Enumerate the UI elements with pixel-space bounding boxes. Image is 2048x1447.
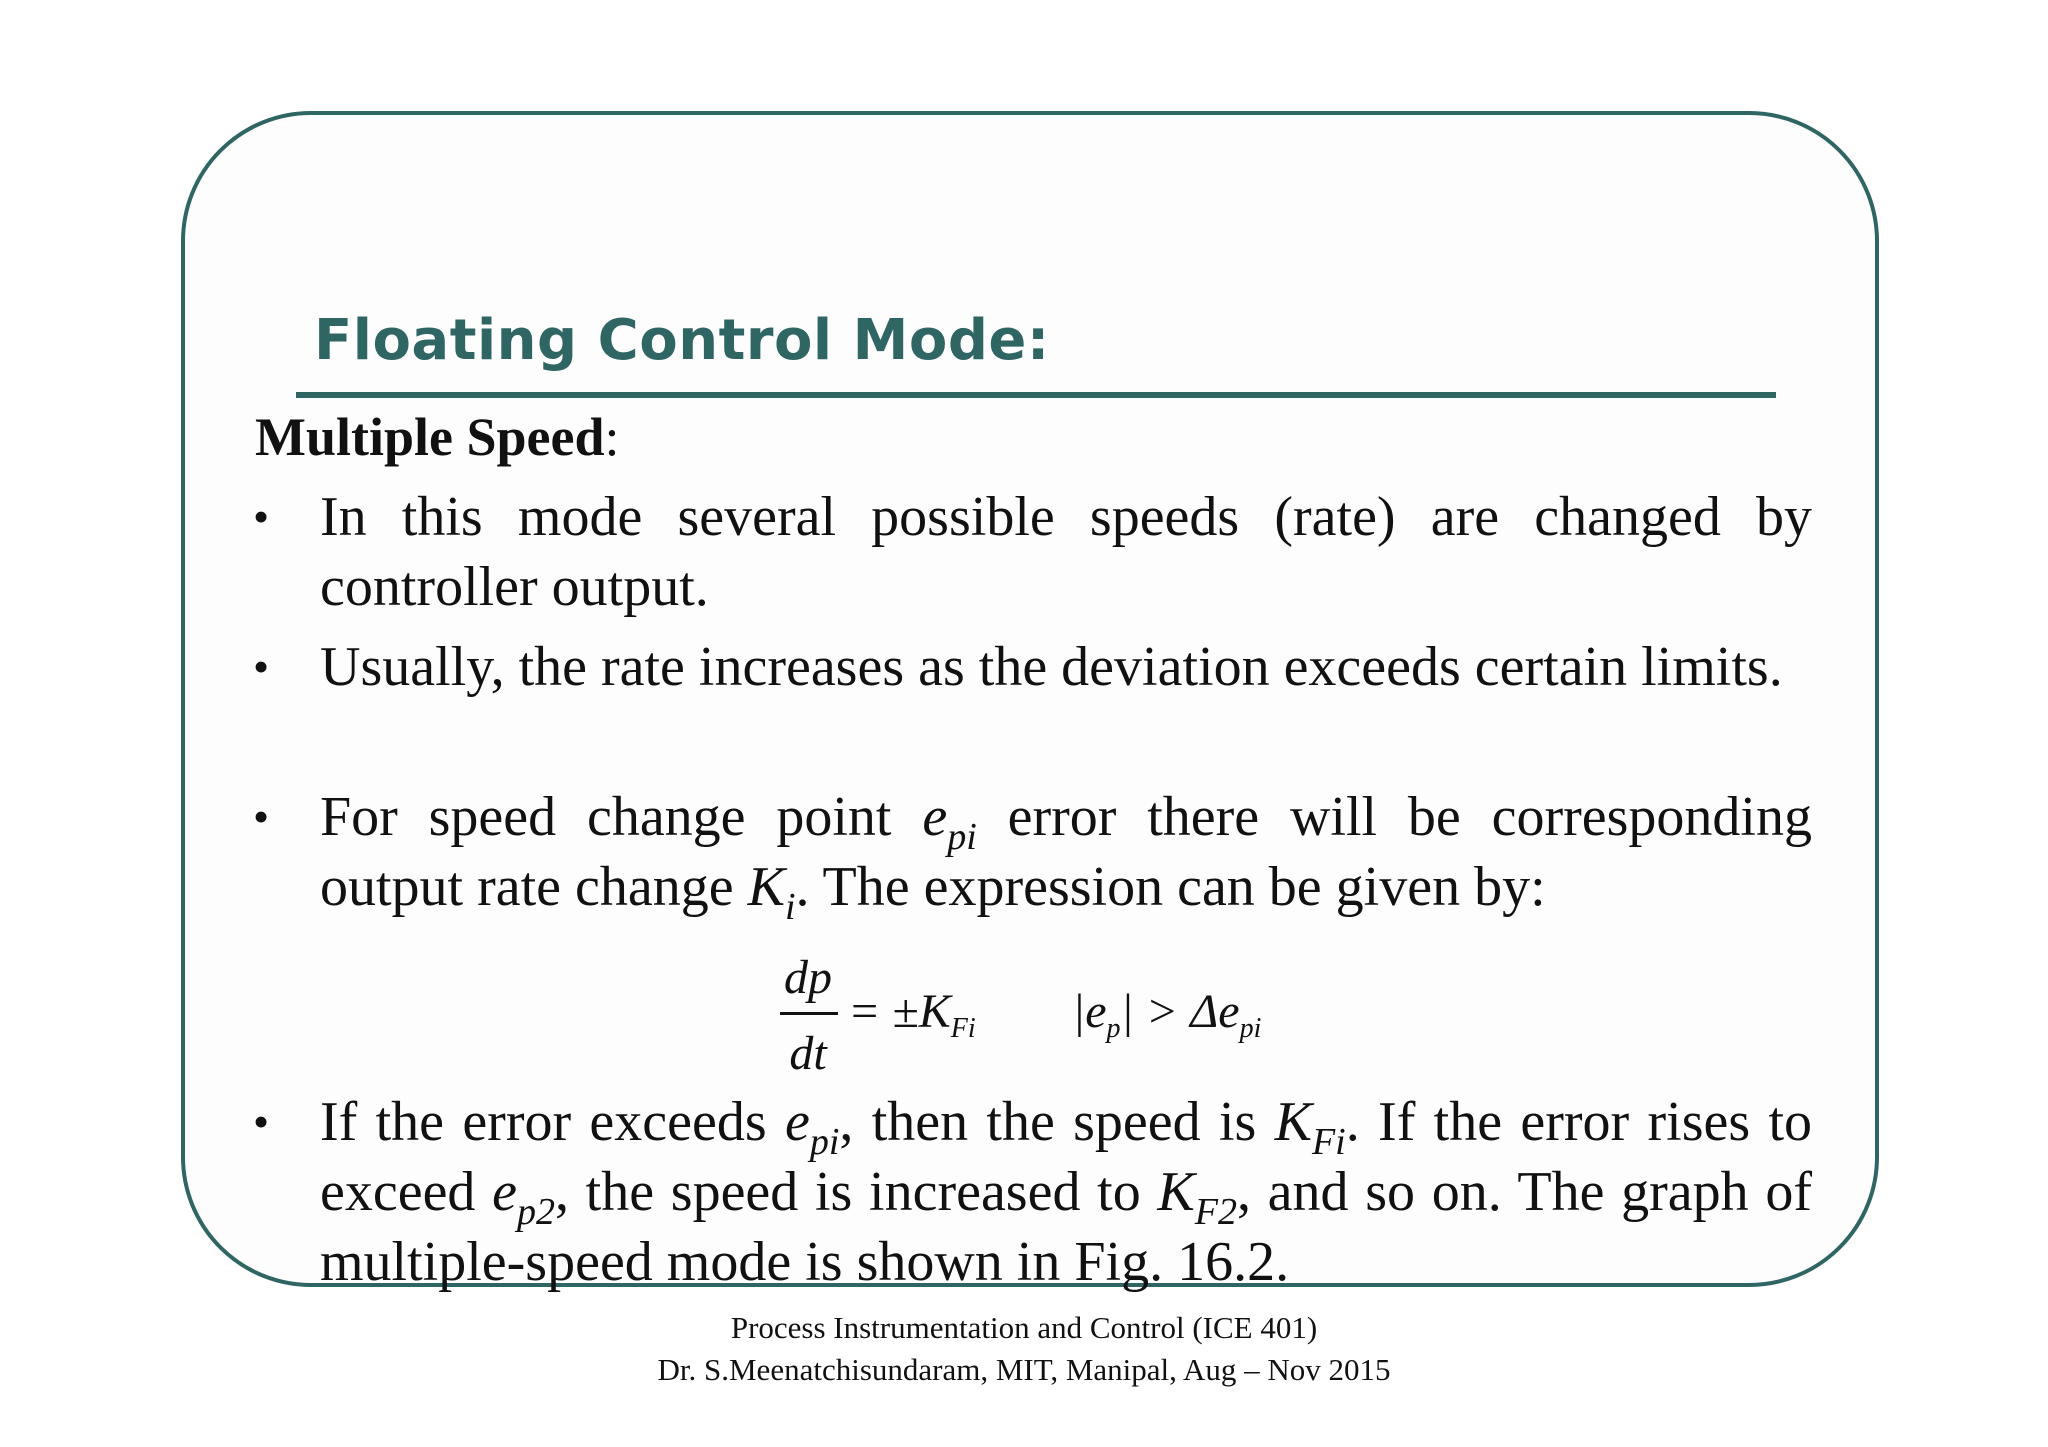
equation-condition — [1072, 984, 1261, 1045]
bullet-4-text-c: . If the error rises to exceed — [320, 1091, 1813, 1223]
subheading-suffix: : — [604, 407, 620, 467]
equation-rhs — [848, 984, 976, 1045]
fraction-numerator: dp — [784, 951, 832, 1004]
var-e: e — [784, 1091, 810, 1153]
subscript: pi — [809, 1121, 840, 1163]
bullet-4-text-e: , and so on. The graph of multiple-speed mode is shown in Fig. 16.2. — [320, 1161, 1813, 1293]
var-k: K — [1274, 1091, 1312, 1153]
title-underline — [296, 392, 1776, 398]
slide-title: Floating Control Mode: — [314, 308, 1050, 373]
footer-course: Process Instrumentation and Control (ICE 401) — [730, 1310, 1318, 1345]
bullet-item-3 — [320, 782, 1812, 928]
var-e: e — [922, 786, 948, 848]
fraction-bar — [780, 1012, 838, 1015]
subheading-bold: Multiple Speed — [255, 407, 605, 467]
bullet-4-text-a: If the error exceeds — [320, 1091, 785, 1153]
rhs-subscript: Fi — [950, 1013, 976, 1044]
equation — [776, 950, 1296, 1080]
bullet-3-text-c: . The expression can be given by: — [795, 856, 1546, 918]
bullet-dot: • — [253, 641, 270, 692]
footer-author: Dr. S.Meenatchisundaram, MIT, Manipal, Aug – Nov 2015 — [657, 1352, 1391, 1387]
subscript: p2 — [516, 1191, 555, 1233]
condition-lhs: |e — [1072, 985, 1107, 1038]
subscript: pi — [947, 816, 977, 858]
bullet-item-4 — [320, 1087, 1812, 1297]
bullet-dot: • — [253, 1096, 270, 1147]
fraction-denominator: dt — [789, 1027, 827, 1080]
bullet-dot: • — [253, 491, 270, 542]
subscript: F2 — [1194, 1191, 1237, 1233]
subscript: Fi — [1311, 1121, 1346, 1163]
bullet-item-1: In this mode several possible speeds (rate) are changed by controller output. — [320, 486, 1812, 618]
bullet-3-text-a: For speed change point — [320, 786, 923, 848]
subscript: i — [784, 886, 796, 928]
var-k: K — [747, 856, 785, 918]
bullet-item-2: Usually, the rate increases as the deviation exceeds certain limits. — [320, 636, 1783, 698]
condition-mid: | > Δe — [1120, 985, 1240, 1038]
subheading — [255, 406, 620, 468]
rhs-expression: = ±K — [848, 985, 951, 1038]
var-k: K — [1157, 1161, 1195, 1223]
condition-rhs-subscript: pi — [1239, 1013, 1262, 1044]
var-e: e — [492, 1161, 517, 1223]
bullet-4-text-b: , then the speed is — [839, 1091, 1275, 1153]
bullet-4-text-d: , the speed is increased to — [554, 1161, 1158, 1223]
condition-lhs-subscript: p — [1106, 1013, 1121, 1044]
bullet-3-text-b: error there will be corresponding output rate change — [320, 786, 1812, 918]
bullet-dot: • — [253, 791, 270, 842]
